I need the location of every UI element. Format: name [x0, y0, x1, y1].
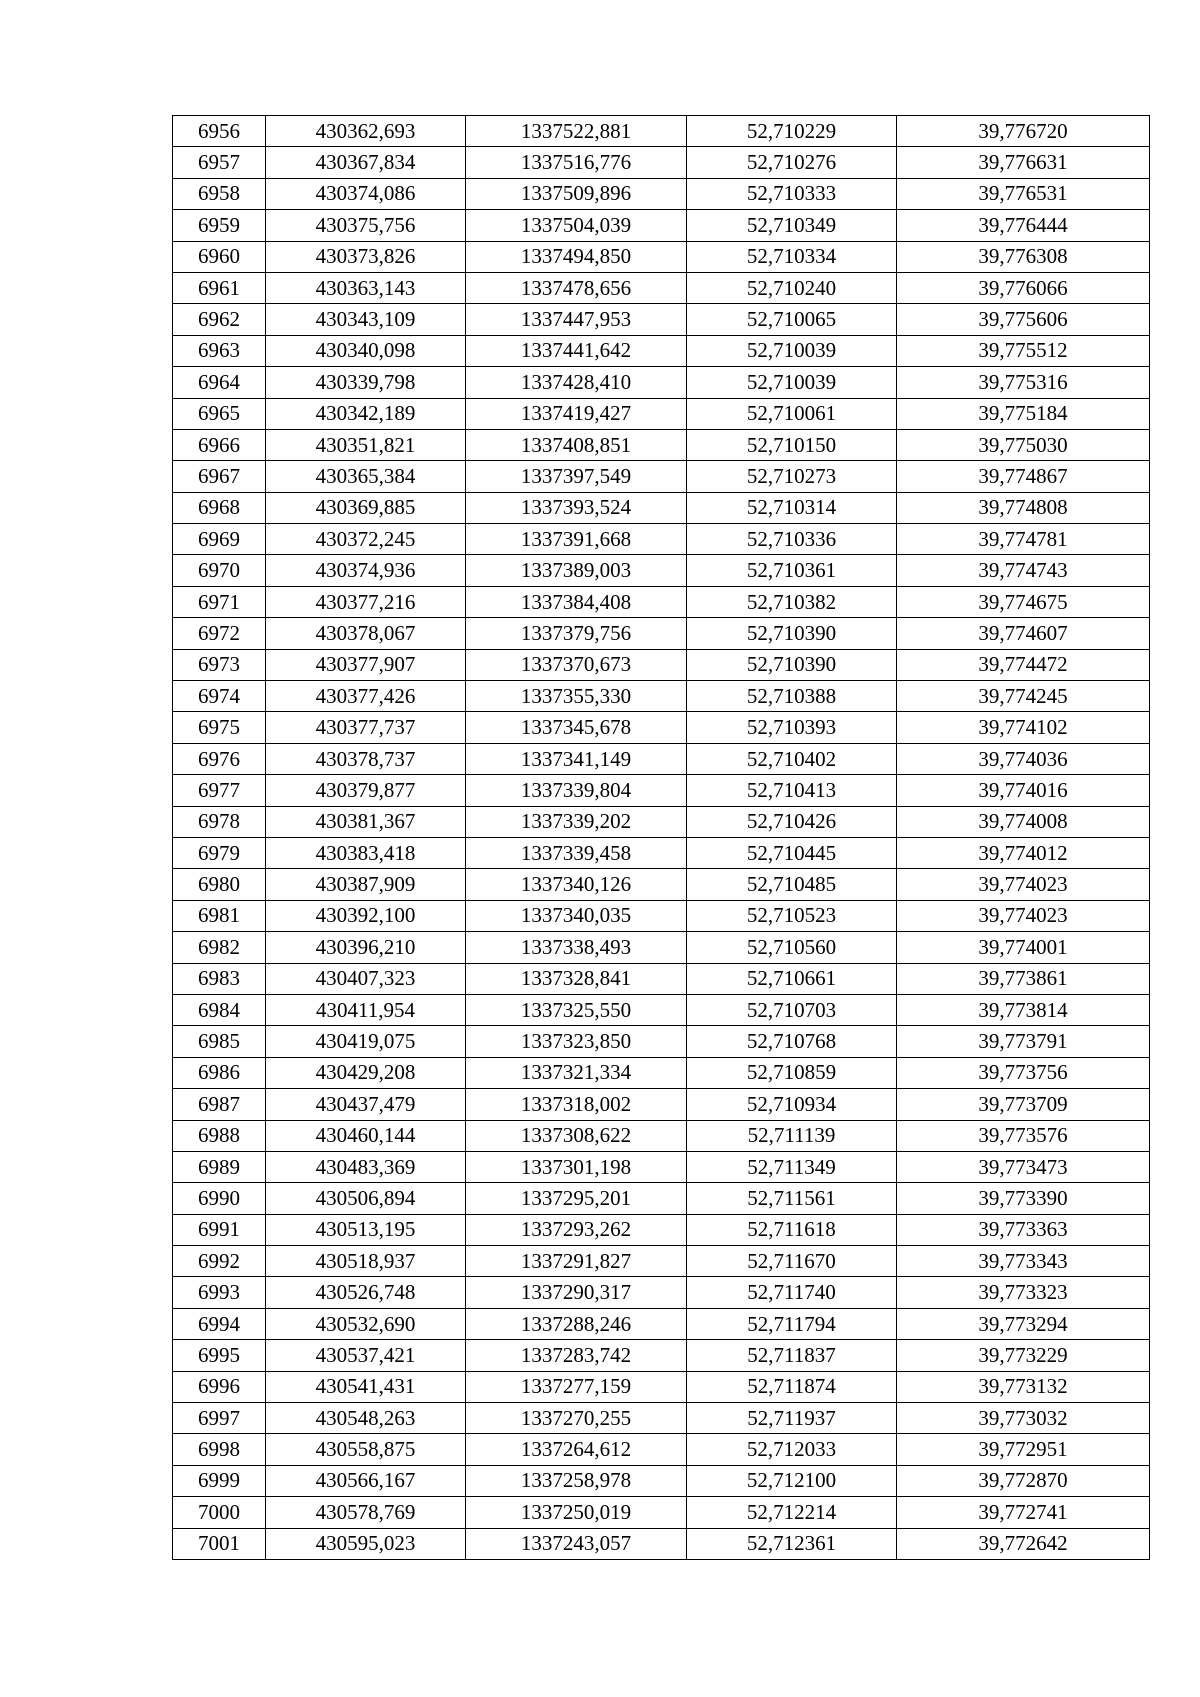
- cell-x: 430365,384: [266, 461, 466, 492]
- cell-y: 1337290,317: [466, 1277, 687, 1308]
- cell-y: 1337345,678: [466, 712, 687, 743]
- cell-latitude: 52,710349: [687, 210, 897, 241]
- cell-longitude: 39,776631: [897, 147, 1150, 178]
- cell-y: 1337341,149: [466, 743, 687, 774]
- table-row: [173, 555, 1150, 586]
- cell-point: 6998: [173, 1434, 266, 1465]
- cell-point: 6965: [173, 398, 266, 429]
- cell-point: 6984: [173, 994, 266, 1025]
- cell-y: 1337355,330: [466, 681, 687, 712]
- cell-point: 6992: [173, 1246, 266, 1277]
- cell-point: 6975: [173, 712, 266, 743]
- cell-longitude: 39,774472: [897, 649, 1150, 680]
- cell-point: 6966: [173, 429, 266, 460]
- cell-point: 6968: [173, 492, 266, 523]
- cell-point: 6979: [173, 837, 266, 868]
- cell-point: 6999: [173, 1465, 266, 1496]
- cell-y: 1337323,850: [466, 1026, 687, 1057]
- cell-latitude: 52,710314: [687, 492, 897, 523]
- cell-y: 1337478,656: [466, 272, 687, 303]
- cell-latitude: 52,710859: [687, 1057, 897, 1088]
- cell-longitude: 39,773791: [897, 1026, 1150, 1057]
- table-row: [173, 367, 1150, 398]
- table-row: [173, 1151, 1150, 1182]
- cell-latitude: 52,710413: [687, 775, 897, 806]
- cell-latitude: 52,710336: [687, 524, 897, 555]
- cell-longitude: 39,773323: [897, 1277, 1150, 1308]
- cell-longitude: 39,773363: [897, 1214, 1150, 1245]
- cell-x: 430387,909: [266, 869, 466, 900]
- cell-longitude: 39,775606: [897, 304, 1150, 335]
- cell-y: 1337339,804: [466, 775, 687, 806]
- cell-longitude: 39,776720: [897, 116, 1150, 147]
- cell-x: 430351,821: [266, 429, 466, 460]
- cell-x: 430342,189: [266, 398, 466, 429]
- cell-point: 6974: [173, 681, 266, 712]
- table-row: [173, 1497, 1150, 1528]
- table-row: [173, 398, 1150, 429]
- table-row: [173, 649, 1150, 680]
- cell-point: 6961: [173, 272, 266, 303]
- cell-longitude: 39,773709: [897, 1089, 1150, 1120]
- cell-point: 6980: [173, 869, 266, 900]
- cell-latitude: 52,710934: [687, 1089, 897, 1120]
- table-row: [173, 932, 1150, 963]
- cell-longitude: 39,774008: [897, 806, 1150, 837]
- cell-x: 430374,086: [266, 178, 466, 209]
- cell-y: 1337295,201: [466, 1183, 687, 1214]
- cell-latitude: 52,711874: [687, 1371, 897, 1402]
- cell-y: 1337288,246: [466, 1308, 687, 1339]
- cell-longitude: 39,773132: [897, 1371, 1150, 1402]
- cell-latitude: 52,710039: [687, 335, 897, 366]
- cell-y: 1337283,742: [466, 1340, 687, 1371]
- cell-longitude: 39,775030: [897, 429, 1150, 460]
- cell-longitude: 39,773861: [897, 963, 1150, 994]
- cell-y: 1337340,035: [466, 900, 687, 931]
- cell-x: 430483,369: [266, 1151, 466, 1182]
- cell-point: 6960: [173, 241, 266, 272]
- cell-point: 6990: [173, 1183, 266, 1214]
- cell-x: 430518,937: [266, 1246, 466, 1277]
- cell-x: 430513,195: [266, 1214, 466, 1245]
- cell-point: 6956: [173, 116, 266, 147]
- cell-point: 6997: [173, 1403, 266, 1434]
- cell-x: 430460,144: [266, 1120, 466, 1151]
- cell-longitude: 39,774675: [897, 586, 1150, 617]
- cell-x: 430383,418: [266, 837, 466, 868]
- cell-x: 430339,798: [266, 367, 466, 398]
- cell-longitude: 39,774016: [897, 775, 1150, 806]
- cell-y: 1337339,458: [466, 837, 687, 868]
- cell-y: 1337408,851: [466, 429, 687, 460]
- table-row: [173, 210, 1150, 241]
- cell-longitude: 39,772642: [897, 1528, 1150, 1559]
- cell-longitude: 39,774245: [897, 681, 1150, 712]
- cell-x: 430566,167: [266, 1465, 466, 1496]
- cell-longitude: 39,776308: [897, 241, 1150, 272]
- table-row: [173, 461, 1150, 492]
- table-row: [173, 304, 1150, 335]
- cell-x: 430411,954: [266, 994, 466, 1025]
- cell-longitude: 39,774001: [897, 932, 1150, 963]
- table-row: [173, 1214, 1150, 1245]
- cell-point: 6962: [173, 304, 266, 335]
- cell-longitude: 39,775184: [897, 398, 1150, 429]
- cell-latitude: 52,710426: [687, 806, 897, 837]
- cell-x: 430369,885: [266, 492, 466, 523]
- cell-latitude: 52,710273: [687, 461, 897, 492]
- cell-latitude: 52,712214: [687, 1497, 897, 1528]
- table-row: [173, 681, 1150, 712]
- table-row: [173, 429, 1150, 460]
- cell-point: 7000: [173, 1497, 266, 1528]
- cell-point: 6987: [173, 1089, 266, 1120]
- cell-latitude: 52,710402: [687, 743, 897, 774]
- cell-y: 1337393,524: [466, 492, 687, 523]
- cell-latitude: 52,710039: [687, 367, 897, 398]
- cell-latitude: 52,710445: [687, 837, 897, 868]
- cell-longitude: 39,773756: [897, 1057, 1150, 1088]
- cell-longitude: 39,772951: [897, 1434, 1150, 1465]
- cell-point: 6991: [173, 1214, 266, 1245]
- cell-x: 430419,075: [266, 1026, 466, 1057]
- cell-longitude: 39,775316: [897, 367, 1150, 398]
- cell-longitude: 39,774012: [897, 837, 1150, 868]
- cell-longitude: 39,772741: [897, 1497, 1150, 1528]
- cell-longitude: 39,774607: [897, 618, 1150, 649]
- table-row: [173, 1465, 1150, 1496]
- cell-point: 6982: [173, 932, 266, 963]
- cell-latitude: 52,710150: [687, 429, 897, 460]
- cell-longitude: 39,774036: [897, 743, 1150, 774]
- table-row: [173, 963, 1150, 994]
- cell-latitude: 52,710523: [687, 900, 897, 931]
- cell-latitude: 52,710390: [687, 649, 897, 680]
- cell-x: 430343,109: [266, 304, 466, 335]
- cell-x: 430526,748: [266, 1277, 466, 1308]
- coordinates-table-body: [173, 116, 1150, 1560]
- table-row: [173, 524, 1150, 555]
- cell-point: 6957: [173, 147, 266, 178]
- cell-longitude: 39,774743: [897, 555, 1150, 586]
- cell-point: 6963: [173, 335, 266, 366]
- cell-longitude: 39,775512: [897, 335, 1150, 366]
- cell-x: 430372,245: [266, 524, 466, 555]
- cell-latitude: 52,710333: [687, 178, 897, 209]
- table-row: [173, 1277, 1150, 1308]
- cell-y: 1337258,978: [466, 1465, 687, 1496]
- cell-latitude: 52,710390: [687, 618, 897, 649]
- table-row: [173, 272, 1150, 303]
- cell-latitude: 52,712033: [687, 1434, 897, 1465]
- table-row: [173, 586, 1150, 617]
- table-row: [173, 335, 1150, 366]
- cell-x: 430437,479: [266, 1089, 466, 1120]
- cell-y: 1337428,410: [466, 367, 687, 398]
- cell-x: 430377,426: [266, 681, 466, 712]
- cell-latitude: 52,711139: [687, 1120, 897, 1151]
- cell-latitude: 52,711740: [687, 1277, 897, 1308]
- cell-y: 1337397,549: [466, 461, 687, 492]
- cell-y: 1337389,003: [466, 555, 687, 586]
- cell-latitude: 52,711937: [687, 1403, 897, 1434]
- table-row: [173, 1434, 1150, 1465]
- cell-latitude: 52,710276: [687, 147, 897, 178]
- cell-y: 1337340,126: [466, 869, 687, 900]
- table-row: [173, 1246, 1150, 1277]
- cell-longitude: 39,774023: [897, 869, 1150, 900]
- table-row: [173, 900, 1150, 931]
- cell-y: 1337509,896: [466, 178, 687, 209]
- cell-point: 6969: [173, 524, 266, 555]
- cell-x: 430381,367: [266, 806, 466, 837]
- cell-longitude: 39,773294: [897, 1308, 1150, 1339]
- cell-latitude: 52,710240: [687, 272, 897, 303]
- cell-point: 6989: [173, 1151, 266, 1182]
- cell-point: 6994: [173, 1308, 266, 1339]
- cell-y: 1337447,953: [466, 304, 687, 335]
- cell-latitude: 52,711618: [687, 1214, 897, 1245]
- table-row: [173, 241, 1150, 272]
- cell-longitude: 39,774102: [897, 712, 1150, 743]
- table-row: [173, 147, 1150, 178]
- table-row: [173, 492, 1150, 523]
- cell-y: 1337321,334: [466, 1057, 687, 1088]
- cell-y: 1337441,642: [466, 335, 687, 366]
- cell-longitude: 39,773032: [897, 1403, 1150, 1434]
- cell-point: 6988: [173, 1120, 266, 1151]
- cell-y: 1337328,841: [466, 963, 687, 994]
- cell-point: 7001: [173, 1528, 266, 1559]
- cell-y: 1337391,668: [466, 524, 687, 555]
- cell-y: 1337264,612: [466, 1434, 687, 1465]
- cell-x: 430375,756: [266, 210, 466, 241]
- table-row: [173, 994, 1150, 1025]
- cell-point: 6973: [173, 649, 266, 680]
- table-row: [173, 806, 1150, 837]
- cell-y: 1337325,550: [466, 994, 687, 1025]
- cell-latitude: 52,711561: [687, 1183, 897, 1214]
- cell-point: 6977: [173, 775, 266, 806]
- cell-point: 6971: [173, 586, 266, 617]
- cell-x: 430548,263: [266, 1403, 466, 1434]
- cell-latitude: 52,710560: [687, 932, 897, 963]
- table-row: [173, 178, 1150, 209]
- cell-point: 6972: [173, 618, 266, 649]
- table-row: [173, 116, 1150, 147]
- cell-latitude: 52,710485: [687, 869, 897, 900]
- cell-latitude: 52,711794: [687, 1308, 897, 1339]
- cell-longitude: 39,776066: [897, 272, 1150, 303]
- table-row: [173, 743, 1150, 774]
- cell-x: 430558,875: [266, 1434, 466, 1465]
- cell-y: 1337291,827: [466, 1246, 687, 1277]
- table-row: [173, 1340, 1150, 1371]
- cell-longitude: 39,774781: [897, 524, 1150, 555]
- cell-x: 430537,421: [266, 1340, 466, 1371]
- cell-point: 6959: [173, 210, 266, 241]
- cell-x: 430532,690: [266, 1308, 466, 1339]
- cell-longitude: 39,776444: [897, 210, 1150, 241]
- cell-y: 1337516,776: [466, 147, 687, 178]
- cell-latitude: 52,710393: [687, 712, 897, 743]
- cell-point: 6983: [173, 963, 266, 994]
- cell-point: 6981: [173, 900, 266, 931]
- cell-latitude: 52,712361: [687, 1528, 897, 1559]
- cell-y: 1337250,019: [466, 1497, 687, 1528]
- table-row: [173, 712, 1150, 743]
- cell-latitude: 52,712100: [687, 1465, 897, 1496]
- cell-x: 430392,100: [266, 900, 466, 931]
- cell-longitude: 39,776531: [897, 178, 1150, 209]
- cell-y: 1337504,039: [466, 210, 687, 241]
- cell-longitude: 39,773343: [897, 1246, 1150, 1277]
- cell-latitude: 52,711670: [687, 1246, 897, 1277]
- cell-x: 430578,769: [266, 1497, 466, 1528]
- cell-y: 1337318,002: [466, 1089, 687, 1120]
- cell-x: 430367,834: [266, 147, 466, 178]
- cell-x: 430396,210: [266, 932, 466, 963]
- cell-x: 430377,737: [266, 712, 466, 743]
- cell-point: 6993: [173, 1277, 266, 1308]
- table-row: [173, 1308, 1150, 1339]
- cell-y: 1337308,622: [466, 1120, 687, 1151]
- table-row: [173, 1403, 1150, 1434]
- cell-point: 6978: [173, 806, 266, 837]
- cell-x: 430595,023: [266, 1528, 466, 1559]
- cell-x: 430340,098: [266, 335, 466, 366]
- table-row: [173, 1057, 1150, 1088]
- cell-point: 6970: [173, 555, 266, 586]
- cell-x: 430506,894: [266, 1183, 466, 1214]
- cell-x: 430379,877: [266, 775, 466, 806]
- cell-latitude: 52,710661: [687, 963, 897, 994]
- cell-x: 430541,431: [266, 1371, 466, 1402]
- cell-point: 6976: [173, 743, 266, 774]
- cell-latitude: 52,711837: [687, 1340, 897, 1371]
- cell-x: 430362,693: [266, 116, 466, 147]
- cell-longitude: 39,773576: [897, 1120, 1150, 1151]
- cell-y: 1337494,850: [466, 241, 687, 272]
- cell-longitude: 39,773229: [897, 1340, 1150, 1371]
- cell-point: 6995: [173, 1340, 266, 1371]
- cell-y: 1337270,255: [466, 1403, 687, 1434]
- table-row: [173, 1371, 1150, 1402]
- cell-point: 6985: [173, 1026, 266, 1057]
- cell-latitude: 52,710382: [687, 586, 897, 617]
- cell-latitude: 52,710768: [687, 1026, 897, 1057]
- cell-longitude: 39,774808: [897, 492, 1150, 523]
- cell-x: 430377,216: [266, 586, 466, 617]
- cell-longitude: 39,773814: [897, 994, 1150, 1025]
- table-row: [173, 837, 1150, 868]
- cell-x: 430374,936: [266, 555, 466, 586]
- table-row: [173, 869, 1150, 900]
- cell-x: 430429,208: [266, 1057, 466, 1088]
- cell-latitude: 52,710334: [687, 241, 897, 272]
- cell-y: 1337384,408: [466, 586, 687, 617]
- cell-point: 6986: [173, 1057, 266, 1088]
- cell-x: 430373,826: [266, 241, 466, 272]
- cell-point: 6958: [173, 178, 266, 209]
- cell-x: 430377,907: [266, 649, 466, 680]
- table-row: [173, 1120, 1150, 1151]
- cell-latitude: 52,710065: [687, 304, 897, 335]
- cell-latitude: 52,710388: [687, 681, 897, 712]
- cell-x: 430378,067: [266, 618, 466, 649]
- cell-x: 430378,737: [266, 743, 466, 774]
- cell-y: 1337293,262: [466, 1214, 687, 1245]
- cell-y: 1337338,493: [466, 932, 687, 963]
- cell-latitude: 52,710229: [687, 116, 897, 147]
- cell-y: 1337277,159: [466, 1371, 687, 1402]
- cell-point: 6996: [173, 1371, 266, 1402]
- cell-longitude: 39,773390: [897, 1183, 1150, 1214]
- cell-y: 1337379,756: [466, 618, 687, 649]
- cell-longitude: 39,773473: [897, 1151, 1150, 1182]
- cell-longitude: 39,772870: [897, 1465, 1150, 1496]
- cell-latitude: 52,710361: [687, 555, 897, 586]
- cell-point: 6964: [173, 367, 266, 398]
- coordinates-table: [172, 115, 1150, 1560]
- cell-y: 1337370,673: [466, 649, 687, 680]
- cell-y: 1337522,881: [466, 116, 687, 147]
- table-row: [173, 1089, 1150, 1120]
- table-row: [173, 618, 1150, 649]
- table-row: [173, 1026, 1150, 1057]
- cell-x: 430363,143: [266, 272, 466, 303]
- table-row: [173, 775, 1150, 806]
- cell-latitude: 52,710703: [687, 994, 897, 1025]
- table-row: [173, 1528, 1150, 1559]
- cell-y: 1337243,057: [466, 1528, 687, 1559]
- cell-longitude: 39,774867: [897, 461, 1150, 492]
- cell-y: 1337301,198: [466, 1151, 687, 1182]
- cell-latitude: 52,711349: [687, 1151, 897, 1182]
- cell-point: 6967: [173, 461, 266, 492]
- cell-y: 1337419,427: [466, 398, 687, 429]
- cell-y: 1337339,202: [466, 806, 687, 837]
- cell-latitude: 52,710061: [687, 398, 897, 429]
- cell-longitude: 39,774023: [897, 900, 1150, 931]
- table-row: [173, 1183, 1150, 1214]
- cell-x: 430407,323: [266, 963, 466, 994]
